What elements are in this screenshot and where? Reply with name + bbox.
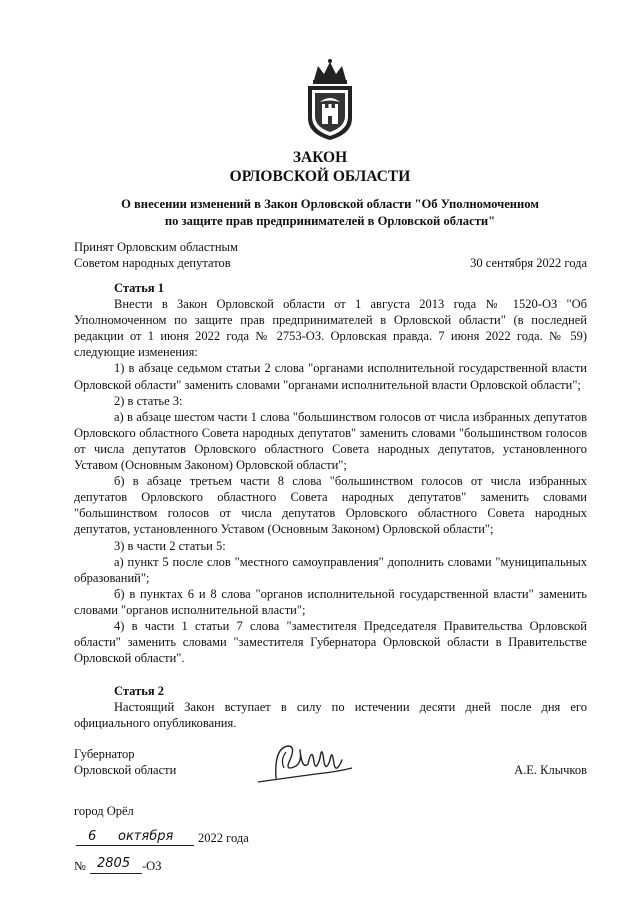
law-body xyxy=(74,280,587,732)
handwritten-signature xyxy=(256,738,356,790)
signatory-position-line2: Орловской области xyxy=(74,763,177,777)
law-title: ЗАКОН xyxy=(292,149,348,166)
law-number: 2805 xyxy=(97,856,131,871)
adoption-line2: Советом народных депутатов xyxy=(74,256,231,270)
article1-paragraph: а) пункт 5 после слов "местного самоуправления" дополнить словами "муниципальных образований"; xyxy=(74,554,587,585)
article1-paragraph: 4) в части 1 статьи 7 слова "заместителя Председателя Правительства Орловской области" заменить словами "заместителя Губернатора Орловской области в Правительстве Орловской области". xyxy=(74,618,587,666)
article1-paragraph: 1) в абзаце седьмом статьи 2 слова "органами исполнительной государственной власти Орловской области" заменить словами "органами исполнительной власти Орловской области"; xyxy=(74,361,587,392)
city: город Орёл xyxy=(74,804,134,818)
signatory-name: А.Е. Клычков xyxy=(514,763,587,777)
date-year: 2022 года xyxy=(198,831,249,845)
adoption-line1: Принят Орловским областным xyxy=(74,240,238,254)
number-underline xyxy=(90,873,142,874)
law-number-prefix: № xyxy=(74,859,86,873)
article2-paragraph: Настоящий Закон вступает в силу по истечении десяти дней после дня его официального опубликования. xyxy=(74,700,587,731)
date-day: 6 xyxy=(88,829,97,844)
signatory-position-line1: Губернатор xyxy=(74,747,135,761)
date-underline xyxy=(76,845,194,846)
law-region: ОРЛОВСКОЙ ОБЛАСТИ xyxy=(229,168,411,185)
article1-paragraph: 3) в части 2 статьи 5: xyxy=(114,538,226,553)
law-number-suffix: -ОЗ xyxy=(142,859,162,873)
article1-paragraph: б) в пунктах 6 и 8 слова "органов исполнительной государственной власти" заменить словами "органов исполнительной власти"; xyxy=(74,586,587,617)
article1-paragraph: б) в абзаце третьем части 8 слова "большинством голосов от числа избранных депутатов Орловского областного Совета народных депутатов" заменить словами "большинством голосов от числа депутатов Орловского областного Совета народных депутатов, установленного Уставом (Основным Законом) Орловской области"; xyxy=(74,474,587,537)
article1-paragraph: Внести в Закон Орловской области от 1 августа 2013 года № 1520-ОЗ "Об Уполномоченном по защите прав предпринимателей в Орловской области" (в последней редакции от 1 июня 2022 года № 2753-ОЗ. Орловская правда. 7 июня 2022 года. № 59) следующие изменения: xyxy=(74,297,587,360)
law-subtitle-line1: О внесении изменений в Закон Орловской области "Об Уполномоченном xyxy=(121,197,539,211)
date-month: октября xyxy=(118,829,174,844)
article1-paragraph: а) в абзаце шестом части 1 слова "большинством голосов от числа избранных депутатов Орловского областного Совета народных депутатов" заменить словами "большинством голосов от числа депутатов Орловского областного Совета народных депутатов, установленного Уставом (Основным Законом) Орловской области"; xyxy=(74,409,587,473)
coat-of-arms-icon xyxy=(300,58,360,142)
law-subtitle-line2: по защите прав предпринимателей в Орловской области" xyxy=(164,214,496,228)
article1-paragraph: 2) в статье 3: xyxy=(114,393,183,408)
article1-heading: Статья 1 xyxy=(114,281,164,295)
article2-heading: Статья 2 xyxy=(114,684,164,699)
adoption-date: 30 сентября 2022 года xyxy=(470,256,587,270)
